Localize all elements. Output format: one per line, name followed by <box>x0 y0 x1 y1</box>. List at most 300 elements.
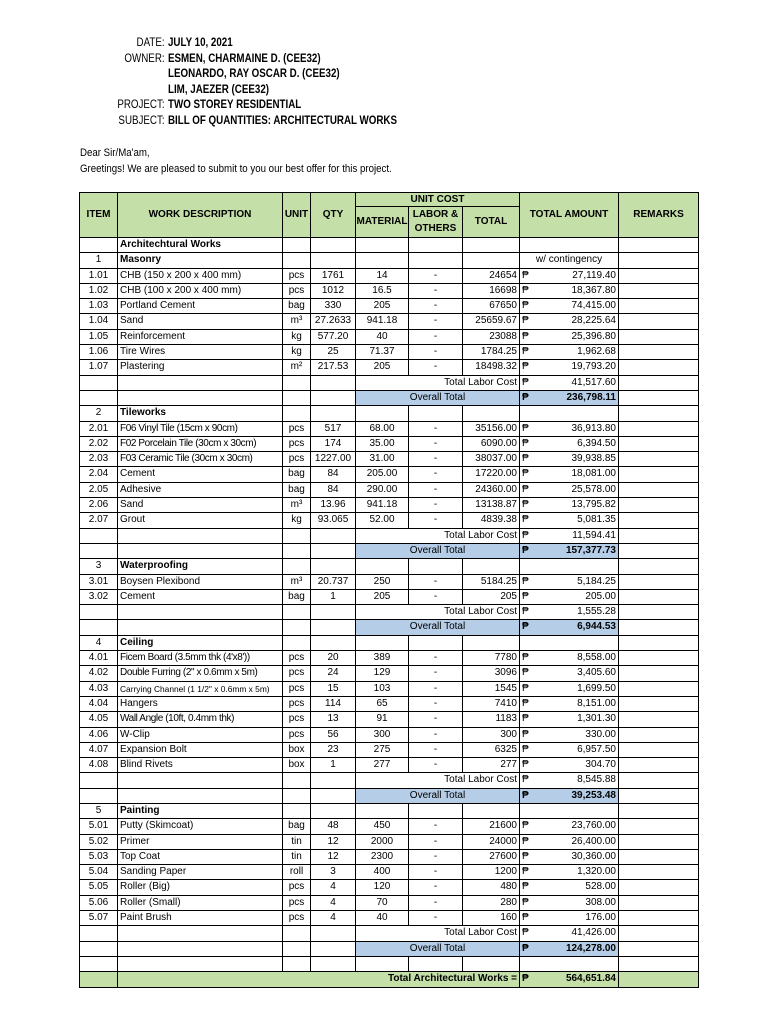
overall-total-amount <box>520 543 619 558</box>
unit: bag <box>283 589 311 604</box>
amount-value: 13,795.82 <box>571 499 616 511</box>
item-number: 4.02 <box>80 666 118 681</box>
table-row <box>80 895 699 910</box>
quantity: 15 <box>311 681 356 696</box>
section-number: 4 <box>80 635 118 650</box>
empty-cell <box>80 620 118 635</box>
unit: pcs <box>283 712 311 727</box>
remarks-cell <box>619 513 699 528</box>
total-amount <box>520 498 619 513</box>
empty-cell <box>356 253 409 268</box>
unit-total: 205 <box>463 589 520 604</box>
quantity: 1 <box>311 758 356 773</box>
empty-cell <box>520 559 619 574</box>
table-header <box>80 193 699 238</box>
labor-cost: - <box>409 345 463 360</box>
empty-cell <box>356 956 409 971</box>
table-row <box>80 865 699 880</box>
overall-total-label: Overall Total <box>356 788 520 803</box>
total-amount <box>520 513 619 528</box>
remarks-cell <box>619 742 699 757</box>
amount-value: 8,151.00 <box>577 697 616 709</box>
unit-total: 67650 <box>463 299 520 314</box>
table-row <box>80 911 699 926</box>
labor-cost-amount <box>520 528 619 543</box>
work-description: Top Coat <box>118 849 283 864</box>
quantity: 12 <box>311 849 356 864</box>
empty-cell <box>520 635 619 650</box>
remarks-cell <box>619 452 699 467</box>
amount-value: 308.00 <box>585 896 616 908</box>
labor-cost: - <box>409 880 463 895</box>
unit-total: 25659.67 <box>463 314 520 329</box>
empty-cell <box>283 635 311 650</box>
section-number: 5 <box>80 803 118 818</box>
item-number: 2.04 <box>80 467 118 482</box>
labor-cost: - <box>409 452 463 467</box>
quantity: 12 <box>311 834 356 849</box>
empty-cell <box>619 543 699 558</box>
work-description: Expansion Bolt <box>118 742 283 757</box>
unit-total: 17220.00 <box>463 467 520 482</box>
labor-cost: - <box>409 436 463 451</box>
empty-cell <box>463 956 520 971</box>
currency-symbol: ₱ <box>522 361 529 373</box>
section-header-row <box>80 635 699 650</box>
remarks-cell <box>619 712 699 727</box>
total-amount <box>520 895 619 910</box>
unit-total: 4839.38 <box>463 513 520 528</box>
table-row <box>80 283 699 298</box>
amount-value: 74,415.00 <box>571 300 616 312</box>
work-description: Cement <box>118 589 283 604</box>
unit-total: 18498.32 <box>463 360 520 375</box>
unit: pcs <box>283 727 311 742</box>
spacer-row <box>80 956 699 971</box>
overall-total-amount <box>520 788 619 803</box>
empty-cell <box>619 605 699 620</box>
total-amount <box>520 299 619 314</box>
empty-cell <box>311 390 356 405</box>
empty-cell <box>118 620 283 635</box>
remarks-cell <box>619 651 699 666</box>
quantity: 1227.00 <box>311 452 356 467</box>
work-description: F06 Vinyl Tile (15cm x 90cm) <box>118 421 283 436</box>
labor-cost-row <box>80 926 699 941</box>
remarks-cell <box>619 849 699 864</box>
remarks-cell <box>619 819 699 834</box>
unit-total: 3096 <box>463 666 520 681</box>
total-amount <box>520 849 619 864</box>
currency-symbol: ₱ <box>522 912 529 924</box>
amount-value: 5,081.35 <box>577 514 616 526</box>
total-amount <box>520 681 619 696</box>
amount-value: 124,278.00 <box>565 942 616 954</box>
unit-total: 280 <box>463 895 520 910</box>
unit: pcs <box>283 283 311 298</box>
works-title-row <box>80 238 699 253</box>
empty-cell <box>619 390 699 405</box>
empty-cell <box>520 406 619 421</box>
unit-total: 1784.25 <box>463 345 520 360</box>
material-cost: 941.18 <box>356 498 409 513</box>
empty-cell <box>283 390 311 405</box>
col-item: ITEM <box>80 193 118 238</box>
amount-value: 39,938.85 <box>571 453 616 465</box>
currency-symbol: ₱ <box>522 391 529 403</box>
currency-symbol: ₱ <box>522 590 529 602</box>
labor-cost-amount <box>520 926 619 941</box>
quantity: 27.2633 <box>311 314 356 329</box>
empty-cell <box>311 605 356 620</box>
work-description: Portland Cement <box>118 299 283 314</box>
item-number: 5.02 <box>80 834 118 849</box>
empty-cell <box>409 635 463 650</box>
total-amount <box>520 268 619 283</box>
quantity: 4 <box>311 911 356 926</box>
remarks-cell <box>619 421 699 436</box>
unit-total: 480 <box>463 880 520 895</box>
unit: m³ <box>283 314 311 329</box>
overall-total-row <box>80 941 699 956</box>
empty-cell <box>80 788 118 803</box>
remarks-cell <box>619 329 699 344</box>
quantity: 517 <box>311 421 356 436</box>
currency-symbol: ₱ <box>522 850 529 862</box>
currency-symbol: ₱ <box>522 376 529 388</box>
total-amount <box>520 819 619 834</box>
unit: bag <box>283 299 311 314</box>
unit: pcs <box>283 651 311 666</box>
material-cost: 290.00 <box>356 482 409 497</box>
table-row <box>80 482 699 497</box>
project-value: TWO STOREY RESIDENTIAL <box>168 99 302 111</box>
total-amount <box>520 666 619 681</box>
currency-symbol: ₱ <box>522 514 529 526</box>
empty-cell <box>118 773 283 788</box>
remarks-cell <box>619 758 699 773</box>
labor-cost-amount <box>520 605 619 620</box>
table-row <box>80 727 699 742</box>
table-row <box>80 651 699 666</box>
remarks-cell <box>619 666 699 681</box>
amount-value: 18,081.00 <box>571 468 616 480</box>
empty-cell <box>619 238 699 253</box>
table-row <box>80 742 699 757</box>
total-amount <box>520 283 619 298</box>
currency-symbol: ₱ <box>522 789 529 801</box>
total-amount <box>520 574 619 589</box>
work-description: Tire Wires <box>118 345 283 360</box>
material-cost: 277 <box>356 758 409 773</box>
empty-cell <box>619 773 699 788</box>
empty-cell <box>409 238 463 253</box>
labor-cost: - <box>409 849 463 864</box>
empty-cell <box>463 559 520 574</box>
labor-cost: - <box>409 712 463 727</box>
labor-cost-row <box>80 375 699 390</box>
unit-total: 16698 <box>463 283 520 298</box>
empty-cell <box>80 941 118 956</box>
table-row <box>80 345 699 360</box>
labor-cost: - <box>409 589 463 604</box>
section-name: Masonry <box>118 253 283 268</box>
work-description: Primer <box>118 834 283 849</box>
material-cost: 16.5 <box>356 283 409 298</box>
material-cost: 205 <box>356 589 409 604</box>
currency-symbol: ₱ <box>522 606 529 618</box>
unit-total: 24000 <box>463 834 520 849</box>
unit: pcs <box>283 268 311 283</box>
empty-cell <box>311 543 356 558</box>
empty-cell <box>118 605 283 620</box>
total-amount <box>520 696 619 711</box>
item-number: 4.07 <box>80 742 118 757</box>
empty-cell <box>118 528 283 543</box>
quantity: 20.737 <box>311 574 356 589</box>
unit: m³ <box>283 498 311 513</box>
amount-value: 157,377.73 <box>565 544 616 556</box>
total-amount <box>520 421 619 436</box>
remarks-cell <box>619 283 699 298</box>
col-total-amount: TOTAL AMOUNT <box>520 193 619 238</box>
col-description: WORK DESCRIPTION <box>118 193 283 238</box>
grand-total-row <box>80 972 699 987</box>
date-label: DATE: <box>136 37 165 49</box>
unit: tin <box>283 834 311 849</box>
amount-value: 528.00 <box>585 881 616 893</box>
labor-cost: - <box>409 819 463 834</box>
total-amount <box>520 589 619 604</box>
material-cost: 129 <box>356 666 409 681</box>
item-number: 5.04 <box>80 865 118 880</box>
overall-total-label: Overall Total <box>356 620 520 635</box>
labor-cost-amount <box>520 773 619 788</box>
col-remarks: REMARKS <box>619 193 699 238</box>
contingency-note: w/ contingency <box>520 253 619 268</box>
unit: pcs <box>283 421 311 436</box>
item-number: 1.07 <box>80 360 118 375</box>
total-amount <box>520 742 619 757</box>
amount-value: 18,367.80 <box>571 284 616 296</box>
empty-cell <box>80 543 118 558</box>
empty-cell <box>619 972 699 987</box>
amount-value: 304.70 <box>585 759 616 771</box>
labor-cost: - <box>409 268 463 283</box>
table-row <box>80 880 699 895</box>
empty-cell <box>619 375 699 390</box>
col-labor: LABOR & OTHERS <box>409 207 463 238</box>
empty-cell <box>463 238 520 253</box>
work-description: Boysen Plexibond <box>118 574 283 589</box>
quantity: 84 <box>311 467 356 482</box>
empty-cell <box>283 803 311 818</box>
total-amount <box>520 482 619 497</box>
currency-symbol: ₱ <box>522 284 529 296</box>
amount-value: 330.00 <box>585 728 616 740</box>
total-amount <box>520 911 619 926</box>
quantity: 84 <box>311 482 356 497</box>
unit-total: 7410 <box>463 696 520 711</box>
empty-cell <box>409 803 463 818</box>
work-description: Sand <box>118 314 283 329</box>
work-description: Reinforcement <box>118 329 283 344</box>
unit-total: 6325 <box>463 742 520 757</box>
amount-value: 1,962.68 <box>577 346 616 358</box>
labor-cost-amount <box>520 375 619 390</box>
quantity: 217.53 <box>311 360 356 375</box>
quantity: 4 <box>311 880 356 895</box>
empty-cell <box>283 788 311 803</box>
quantity: 1761 <box>311 268 356 283</box>
unit: bag <box>283 819 311 834</box>
overall-total-amount <box>520 620 619 635</box>
overall-total-amount <box>520 390 619 405</box>
empty-cell <box>619 559 699 574</box>
material-cost: 941.18 <box>356 314 409 329</box>
labor-cost: - <box>409 681 463 696</box>
total-amount <box>520 314 619 329</box>
col-unit: UNIT <box>283 193 311 238</box>
remarks-cell <box>619 696 699 711</box>
unit: kg <box>283 345 311 360</box>
labor-cost: - <box>409 283 463 298</box>
amount-value: 1,301.30 <box>577 713 616 725</box>
currency-symbol: ₱ <box>522 774 529 786</box>
empty-cell <box>80 956 118 971</box>
table-row <box>80 513 699 528</box>
currency-symbol: ₱ <box>522 468 529 480</box>
empty-cell <box>283 956 311 971</box>
unit: pcs <box>283 696 311 711</box>
currency-symbol: ₱ <box>522 820 529 832</box>
unit: pcs <box>283 911 311 926</box>
unit: box <box>283 758 311 773</box>
unit-total: 24654 <box>463 268 520 283</box>
unit: pcs <box>283 452 311 467</box>
currency-symbol: ₱ <box>522 330 529 342</box>
empty-cell <box>311 620 356 635</box>
item-number: 3.01 <box>80 574 118 589</box>
work-description: Double Furring (2" x 0.6mm x 5m) <box>118 666 283 681</box>
total-amount <box>520 436 619 451</box>
overall-total-row <box>80 543 699 558</box>
total-amount <box>520 360 619 375</box>
currency-symbol: ₱ <box>522 896 529 908</box>
table-row <box>80 589 699 604</box>
empty-cell <box>80 238 118 253</box>
item-number: 1.06 <box>80 345 118 360</box>
total-amount <box>520 712 619 727</box>
currency-symbol: ₱ <box>522 835 529 847</box>
labor-cost-row <box>80 528 699 543</box>
empty-cell <box>463 406 520 421</box>
section-number: 2 <box>80 406 118 421</box>
empty-cell <box>283 375 311 390</box>
work-description: Grout <box>118 513 283 528</box>
col-unit-cost: UNIT COST <box>356 193 520 207</box>
empty-cell <box>80 375 118 390</box>
empty-cell <box>619 620 699 635</box>
empty-cell <box>283 605 311 620</box>
quantity: 114 <box>311 696 356 711</box>
currency-symbol: ₱ <box>522 437 529 449</box>
material-cost: 52.00 <box>356 513 409 528</box>
col-material: MATERIAL <box>356 207 409 238</box>
item-number: 1.02 <box>80 283 118 298</box>
remarks-cell <box>619 268 699 283</box>
currency-symbol: ₱ <box>522 483 529 495</box>
currency-symbol: ₱ <box>522 866 529 878</box>
amount-value: 41,426.00 <box>571 927 616 939</box>
unit: pcs <box>283 880 311 895</box>
amount-value: 3,405.60 <box>577 667 616 679</box>
work-description: Plastering <box>118 360 283 375</box>
unit-total: 24360.00 <box>463 482 520 497</box>
material-cost: 400 <box>356 865 409 880</box>
unit-total: 38037.00 <box>463 452 520 467</box>
remarks-cell <box>619 589 699 604</box>
empty-cell <box>619 253 699 268</box>
item-number: 1.03 <box>80 299 118 314</box>
table-row <box>80 498 699 513</box>
currency-symbol: ₱ <box>522 973 529 985</box>
amount-value: 25,578.00 <box>571 483 616 495</box>
table-row <box>80 712 699 727</box>
unit: pcs <box>283 681 311 696</box>
labor-cost: - <box>409 421 463 436</box>
work-description: CHB (100 x 200 x 400 mm) <box>118 283 283 298</box>
currency-symbol: ₱ <box>522 759 529 771</box>
section-header-row <box>80 803 699 818</box>
work-description: F02 Porcelain Tile (30cm x 30cm) <box>118 436 283 451</box>
amount-value: 1,555.28 <box>577 606 616 618</box>
item-number: 2.02 <box>80 436 118 451</box>
quantity: 48 <box>311 819 356 834</box>
work-description: Blind Rivets <box>118 758 283 773</box>
subject-value: BILL OF QUANTITIES: ARCHITECTURAL WORKS <box>168 114 397 127</box>
labor-cost: - <box>409 666 463 681</box>
amount-value: 41,517.60 <box>571 376 616 388</box>
quantity: 1012 <box>311 283 356 298</box>
unit-total: 6090.00 <box>463 436 520 451</box>
empty-cell <box>619 926 699 941</box>
quantity: 330 <box>311 299 356 314</box>
quantity: 56 <box>311 727 356 742</box>
grand-total-label: Total Architectural Works = <box>118 972 520 987</box>
work-description: F03 Ceramic Tile (30cm x 30cm) <box>118 452 283 467</box>
item-number: 4.08 <box>80 758 118 773</box>
labor-cost: - <box>409 360 463 375</box>
item-number: 4.01 <box>80 651 118 666</box>
remarks-cell <box>619 880 699 895</box>
item-number: 2.03 <box>80 452 118 467</box>
item-number: 5.07 <box>80 911 118 926</box>
table-row <box>80 666 699 681</box>
remarks-cell <box>619 911 699 926</box>
empty-cell <box>311 375 356 390</box>
labor-cost: - <box>409 727 463 742</box>
amount-value: 6,394.50 <box>577 437 616 449</box>
remarks-cell <box>619 895 699 910</box>
quantity: 13.96 <box>311 498 356 513</box>
unit-total: 160 <box>463 911 520 926</box>
empty-cell <box>283 543 311 558</box>
table-row <box>80 436 699 451</box>
material-cost: 91 <box>356 712 409 727</box>
amount-value: 564,651.84 <box>565 973 616 985</box>
item-number: 1.05 <box>80 329 118 344</box>
